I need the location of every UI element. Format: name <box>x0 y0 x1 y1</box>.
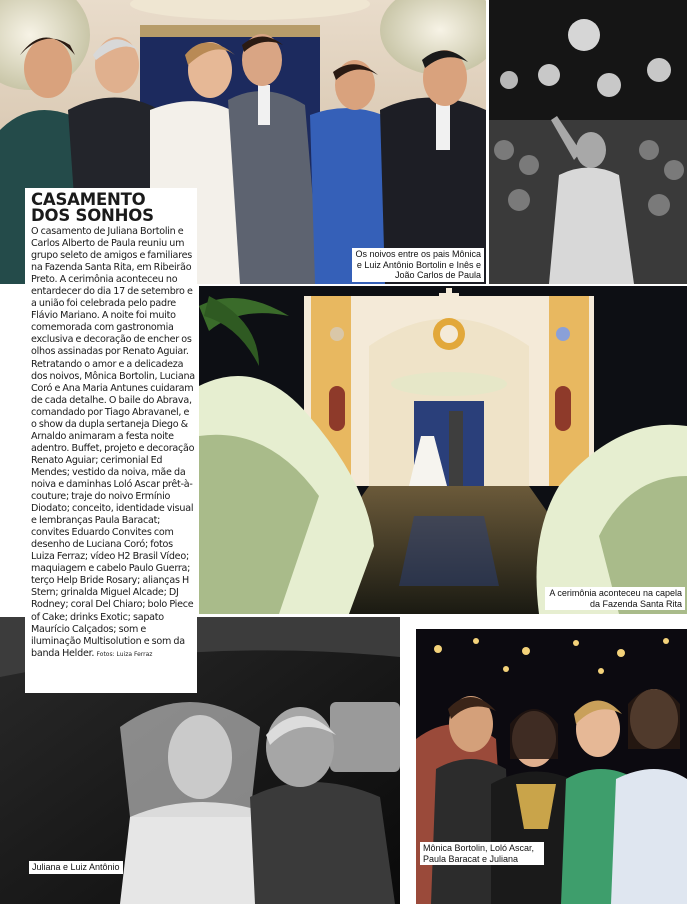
caption-friends: Mônica Bortolin, Loló Ascar, Paula Baracat e Juliana <box>420 842 544 865</box>
article-box <box>25 188 197 693</box>
caption-ceremony: A cerimônia aconteceu na capela da Fazenda Santa Rita <box>545 587 685 610</box>
photo-dance-floor <box>489 0 687 284</box>
photo-chapel-ceremony <box>199 286 687 614</box>
caption-family: Os noivos entre os pais Mônica e Luiz Antônio Bortolin e Inês e João Carlos de Paula <box>352 248 484 282</box>
article-body-text: O casamento de Juliana Bortolin e Carlos Alberto de Paula reuniu um grupo seleto de amigos e familiares na Fazenda Santa Rita, em Ribeirão Preto. A cerimônia aconteceu no entardecer do dia 17 de setembro e a união foi celebrada pelo padre Flávio Mariano. A noite foi muito comemorada com gastronomia exclusiva e decoração de encher os olhos assinadas por Renato Aguiar. Retratando o amor e a delicadeza dos noivos, Mônica Bortolin, Luciana Coró e Ana Maria Antunes cuidaram de cada detalhe. O baile do Abrava, comandado por Tiago Abravanel, e o show da dupla sertaneja Diego & Arnaldo animaram a festa noite adentro. Buffet, projeto e decoração Renato Aguiar; cerimonial Ed Mendes; vestido da noiva, mãe da noiva e daminhas Loló Ascar prêt-à-couture; traje do noivo Ermínio Diodato; conceito, identidade visual e lembranças Paula Baracat; convites Eduardo Convites com desenho de Luciana Coró; fotos Luiza Ferraz; vídeo H2 Brasil Vídeo; maquiagem e cabelo Paulo Guerra; terço Help Bride Rosary; alianças H Stern; grinalda Miguel Alcade; DJ Rodney; coral Del Chiaro; bolo Piece of Cake; drinks Exotic; sapato Maurício Calçados; som e iluminação Multisolution e som da banda Helder. <box>31 226 195 659</box>
photo-credit: Fotos: Luiza Ferraz <box>96 650 153 658</box>
article-body <box>31 226 195 661</box>
caption-car: Juliana e Luiz Antônio <box>29 861 123 874</box>
article-headline: CASAMENTO DOS SONHOS <box>31 190 154 225</box>
